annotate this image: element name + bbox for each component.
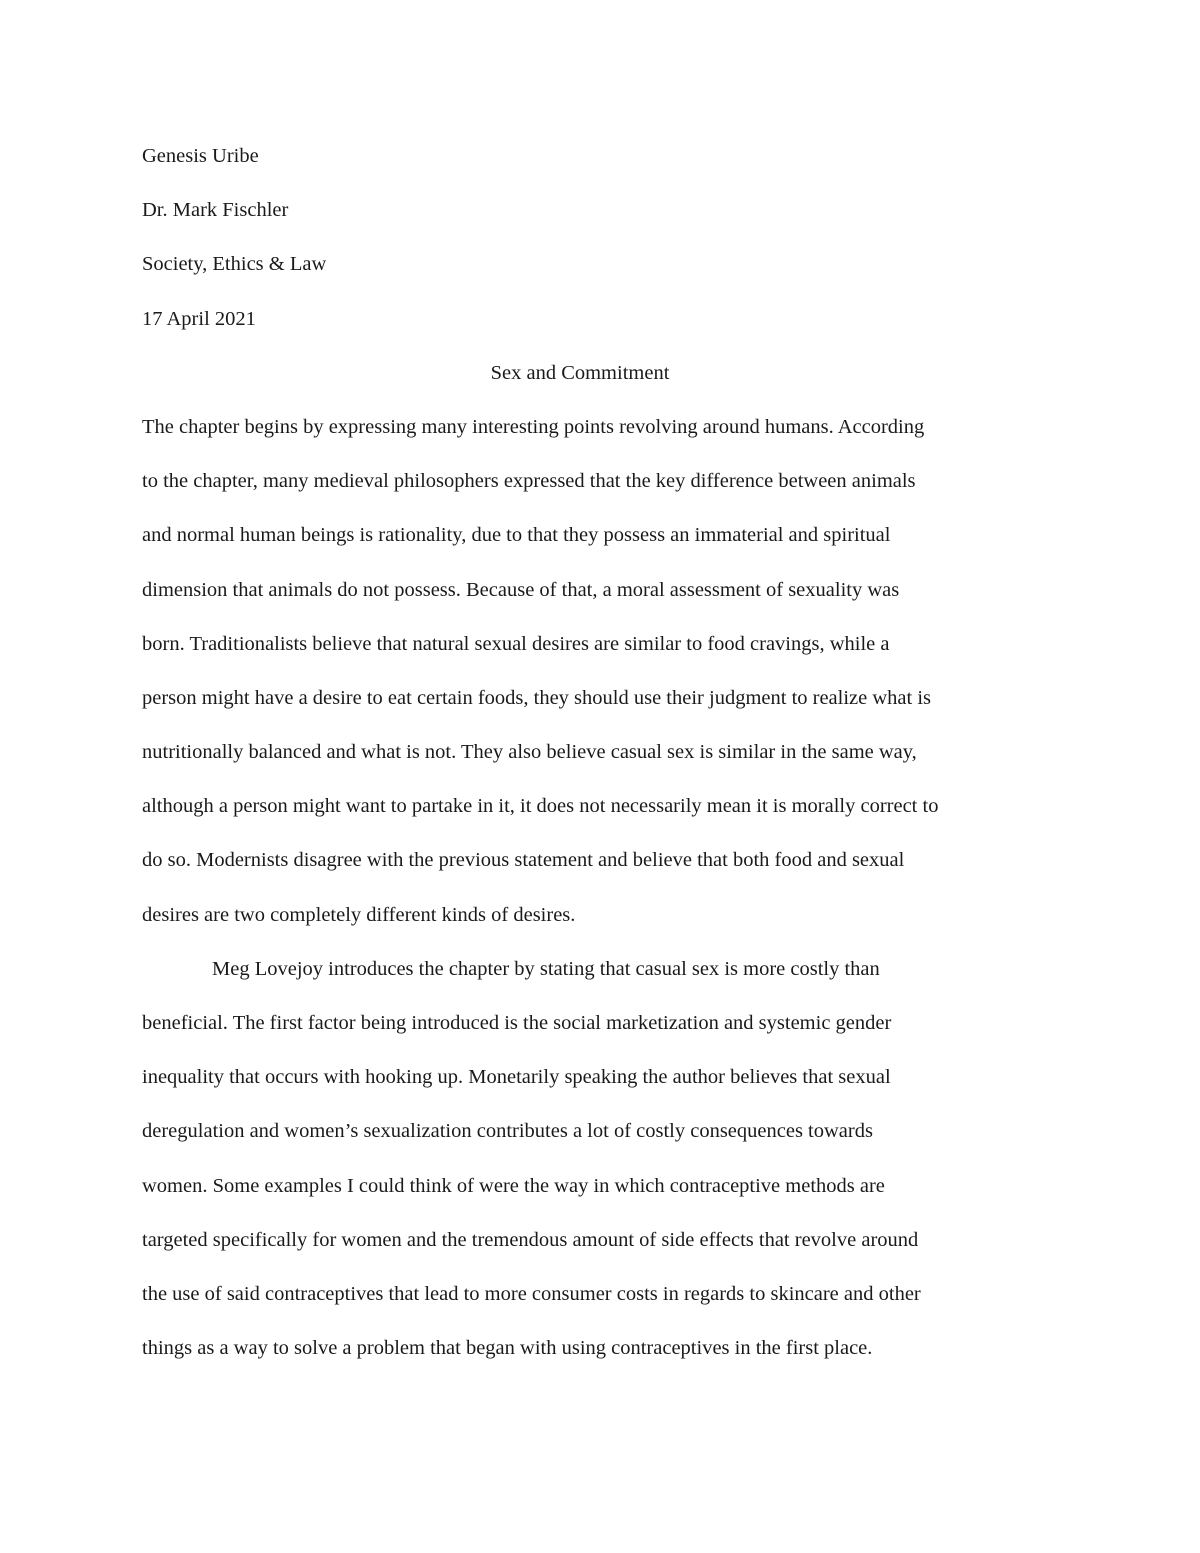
paragraph-line: Meg Lovejoy introduces the chapter by stating that casual sex is more costly than: [212, 957, 880, 980]
paragraph-line: desires are two completely different kinds of desires.: [142, 903, 576, 926]
paragraph-line: dimension that animals do not possess. Because of that, a moral assessment of sexuality was: [142, 578, 900, 601]
paragraph-line: and normal human beings is rationality, due to that they possess an immaterial and spiritual: [142, 524, 891, 547]
paragraph-line: targeted specifically for women and the tremendous amount of side effects that revolve around: [142, 1228, 919, 1251]
paragraph-line: born. Traditionalists believe that natural sexual desires are similar to food cravings, while a: [142, 632, 890, 655]
author-name: Genesis Uribe: [142, 145, 259, 167]
paragraph-line: things as a way to solve a problem that began with using contraceptives in the first place.: [142, 1337, 873, 1360]
paragraph-line: The chapter begins by expressing many interesting points revolving around humans. According: [142, 415, 925, 438]
document-title: Sex and Commitment: [490, 361, 670, 384]
paragraph-line: to the chapter, many medieval philosophers expressed that the key difference between animals: [142, 470, 916, 493]
paragraph-line: do so. Modernists disagree with the previous statement and believe that both food and sexual: [142, 849, 905, 872]
paragraph-1: [142, 400, 1058, 942]
paragraph-2: [142, 942, 1058, 1376]
document-body: [142, 129, 1058, 1375]
paragraph-line: deregulation and women’s sexualization contributes a lot of costly consequences towards: [142, 1120, 873, 1143]
paragraph-line: inequality that occurs with hooking up. Monetarily speaking the author believes that sexual: [142, 1066, 891, 1089]
course-name: Society, Ethics & Law: [142, 253, 327, 276]
paragraph-line: beneficial. The first factor being introduced is the social marketization and systemic gender: [142, 1012, 892, 1034]
paragraph-line: the use of said contraceptives that lead to more consumer costs in regards to skincare and other: [142, 1282, 921, 1305]
paragraph-line: although a person might want to partake in it, it does not necessarily mean it is morally correct to: [142, 795, 939, 818]
paragraph-line: women. Some examples I could think of were the way in which contraceptive methods are: [142, 1174, 885, 1197]
paragraph-line: nutritionally balanced and what is not. They also believe casual sex is similar in the same way,: [142, 741, 917, 764]
paragraph-line: person might have a desire to eat certain foods, they should use their judgment to realize what is: [142, 686, 932, 709]
instructor-name: Dr. Mark Fischler: [142, 199, 289, 222]
document-date: 17 April 2021: [142, 307, 256, 330]
